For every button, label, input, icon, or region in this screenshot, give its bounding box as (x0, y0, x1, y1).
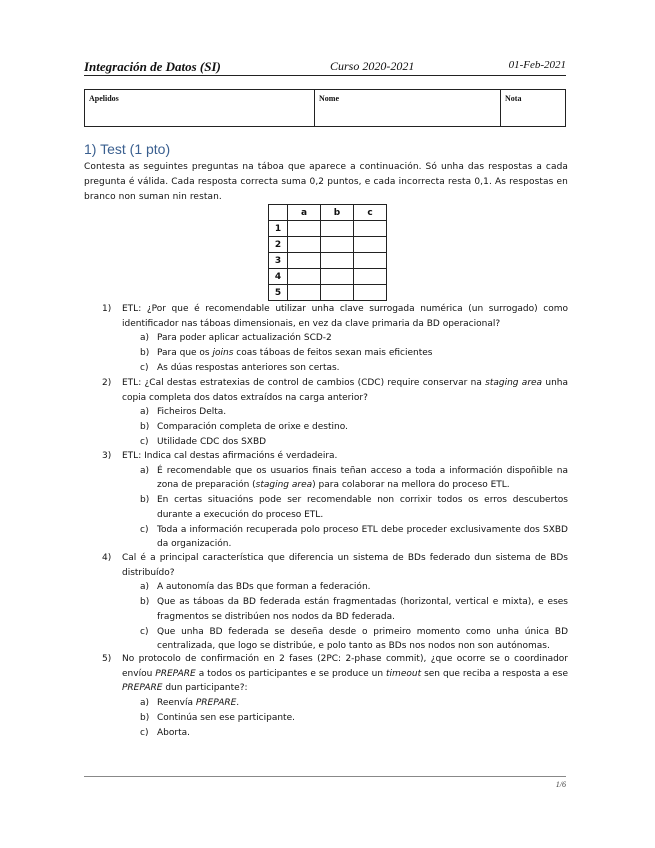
option-label: a) (140, 333, 150, 344)
option-text (157, 405, 568, 420)
question-text: Cal é a principal característica que diferencia un sistema de BDs federado dun sistema de BDs distribuído? (122, 553, 568, 578)
option-label: b) (140, 348, 150, 359)
option-text-part: Continúa sen ese participante. (157, 712, 295, 723)
question-text (122, 652, 568, 696)
answer-row (269, 253, 387, 269)
name-field[interactable] (315, 90, 501, 126)
option-b (140, 346, 568, 361)
col-header-c: c (354, 205, 387, 221)
answer-table-corner (269, 205, 288, 221)
answer-cell[interactable] (321, 221, 354, 237)
option-text-part: Ficheiros Delta. (157, 407, 227, 418)
option-text-part: Que unha BD federada se deseña desde o primeiro momento como unha única BD centralizada, que logo se distribúe, e polo tanto as BDs nos nodos non son autónomas. (157, 626, 568, 652)
answer-row (269, 285, 387, 301)
option-label: c) (140, 362, 149, 373)
answer-cell[interactable] (354, 285, 387, 301)
option-text (157, 580, 568, 595)
option-b (140, 595, 568, 624)
answer-cell[interactable] (354, 237, 387, 253)
question-2 (84, 376, 568, 450)
section-title: 1) Test (1 pto) (84, 141, 171, 157)
option-a (140, 464, 568, 493)
student-id-box (84, 89, 566, 127)
option-a (140, 331, 568, 346)
option-c (140, 625, 568, 654)
answer-row (269, 221, 387, 237)
option-text-part: Toda a información recuperada polo proceso ETL debe proceder exclusivamente dos SXBD da organización. (157, 524, 568, 550)
option-label: c) (140, 626, 149, 637)
option-text (157, 346, 568, 361)
answer-row (269, 237, 387, 253)
answer-cell[interactable] (288, 221, 321, 237)
answer-cell[interactable] (321, 285, 354, 301)
option-text-part: As dúas respostas anteriores son certas. (157, 362, 340, 373)
option-c (140, 435, 568, 450)
question-text-emphasis: PREPARE (122, 683, 163, 694)
question-text-emphasis: staging area (485, 378, 543, 388)
option-text-part: Reenvía (157, 698, 196, 709)
option-text-part: Para que os (157, 348, 213, 359)
answer-table-header (269, 205, 387, 221)
option-label: c) (140, 727, 149, 738)
answer-cell[interactable] (288, 253, 321, 269)
col-header-b: b (321, 205, 354, 221)
exam-date: 01-Feb-2021 (508, 59, 566, 71)
row-header: 5 (269, 285, 288, 301)
option-label: c) (140, 436, 149, 447)
question-number: 1) (102, 304, 112, 314)
option-text-part: Aborta. (157, 727, 190, 738)
row-header: 2 (269, 237, 288, 253)
answer-table (268, 204, 387, 301)
section-intro: Contesta as seguintes preguntas na táboa que aparece a continuación. Só unha das respostas a cada pregunta é válida. Cada resposta correcta suma 0,2 puntos, e cada incorrecta resta 0,1. As respostas en branco non suman nin restan. (84, 162, 568, 202)
option-a (140, 580, 568, 595)
answer-cell[interactable] (288, 285, 321, 301)
question-number: 3) (102, 451, 112, 461)
answer-cell[interactable] (321, 237, 354, 253)
answer-cell[interactable] (354, 269, 387, 285)
question-text-emphasis: PREPARE (155, 668, 196, 679)
surname-label: Apelidos (89, 94, 119, 103)
option-text (157, 711, 568, 726)
name-label: Nome (319, 94, 339, 103)
row-header: 4 (269, 269, 288, 285)
option-text (157, 595, 568, 624)
question-text-part: dun participante?: (162, 683, 248, 694)
option-text (157, 361, 568, 376)
option-text (157, 435, 568, 450)
option-label: b) (140, 422, 150, 433)
question-text-emphasis: timeout (386, 668, 422, 679)
option-text (157, 420, 568, 435)
answer-cell[interactable] (288, 269, 321, 285)
question-text-part: sen que reciba a resposta a ese (421, 668, 569, 679)
answer-cell[interactable] (288, 237, 321, 253)
question-text-part: No protocolo de confirmación en 2 fases (2PC: 2-phase commit), ¿que ocorre se o coordinador envíou (122, 654, 568, 679)
option-text-part: . (236, 698, 240, 709)
option-b (140, 711, 568, 726)
grade-label: Nota (505, 94, 522, 103)
question-number: 4) (102, 553, 112, 563)
question-text-part: ETL: ¿Cal destas estratexias de control de cambios (CDC) require conservar na (122, 378, 486, 388)
question-number: 5) (102, 654, 112, 664)
question-3 (84, 449, 568, 552)
option-c (140, 361, 568, 376)
option-text-part: Para poder aplicar actualización SCD-2 (157, 333, 332, 344)
question-text (122, 376, 568, 405)
row-header: 3 (269, 253, 288, 269)
option-text (157, 493, 568, 522)
answer-cell[interactable] (321, 253, 354, 269)
option-text-part: ) para colaborar na mellora do proceso ETL. (312, 480, 510, 491)
option-text (157, 726, 568, 741)
option-label: a) (140, 582, 150, 593)
option-text-part: É recomendable que os usuarios finais teñan acceso a toda a información dispoñible na zona de preparación ( (157, 465, 568, 491)
surname-field[interactable] (85, 90, 315, 126)
question-1 (84, 302, 568, 376)
option-text-part: Utilidade CDC dos SXBD (157, 436, 267, 447)
option-text-part: A autonomía das BDs que forman a federación. (157, 582, 371, 593)
option-text-part: En certas situacións pode ser recomendable non corrixir todos os erros descubertos durante a execución do proceso ETL. (157, 495, 568, 520)
question-5 (84, 652, 568, 740)
option-text-part: Que as táboas da BD federada están fragmentadas (horizontal, vertical e mixta), e eses fragmentos se distribúen nos nodos da BD federada. (157, 597, 568, 622)
answer-row (269, 269, 387, 285)
option-label: b) (140, 712, 150, 723)
option-a (140, 405, 568, 420)
answer-cell[interactable] (321, 269, 354, 285)
answer-cell[interactable] (354, 221, 387, 237)
option-text-emphasis: joins (212, 348, 234, 359)
option-c (140, 726, 568, 741)
grade-field (501, 90, 565, 126)
option-text-emphasis: staging area (255, 480, 313, 491)
academic-year: Curso 2020-2021 (330, 59, 415, 73)
question-4 (84, 551, 568, 654)
question-text: ETL: Indica cal destas afirmacións é verdadeira. (122, 451, 338, 461)
answer-cell[interactable] (354, 253, 387, 269)
question-text-part: unha copia completa dos datos extraídos na carga anterior? (122, 378, 569, 403)
option-a (140, 696, 568, 711)
option-text (157, 625, 568, 654)
row-header: 1 (269, 221, 288, 237)
option-label: b) (140, 597, 150, 608)
footer-divider (84, 776, 566, 777)
question-text: ETL: ¿Por que é recomendable utilizar unha clave surrogada numérica (un surrogado) como identificador nas táboas dimensionais, en vez da clave primaria da BD operacional? (122, 304, 568, 329)
option-b (140, 493, 568, 522)
option-text (157, 523, 568, 552)
option-text-part: coas táboas de feitos sexan mais eficientes (233, 348, 433, 359)
course-title: Integración de Datos (SI) (84, 59, 221, 74)
option-label: a) (140, 465, 150, 476)
col-header-a: a (288, 205, 321, 221)
option-text (157, 464, 568, 493)
option-text (157, 331, 568, 346)
option-c (140, 523, 568, 552)
option-label: c) (140, 524, 149, 535)
header-divider (84, 75, 566, 76)
option-label: b) (140, 495, 150, 506)
question-text-part: a todos os participantes e se produce un (195, 668, 387, 679)
option-text (157, 696, 568, 711)
option-b (140, 420, 568, 435)
option-label: a) (140, 698, 150, 709)
page-number: 1/6 (555, 780, 566, 789)
option-label: a) (140, 407, 150, 418)
option-text-part: Comparación completa de orixe e destino. (157, 422, 348, 433)
option-text-emphasis: PREPARE (195, 698, 237, 709)
question-number: 2) (102, 378, 112, 388)
